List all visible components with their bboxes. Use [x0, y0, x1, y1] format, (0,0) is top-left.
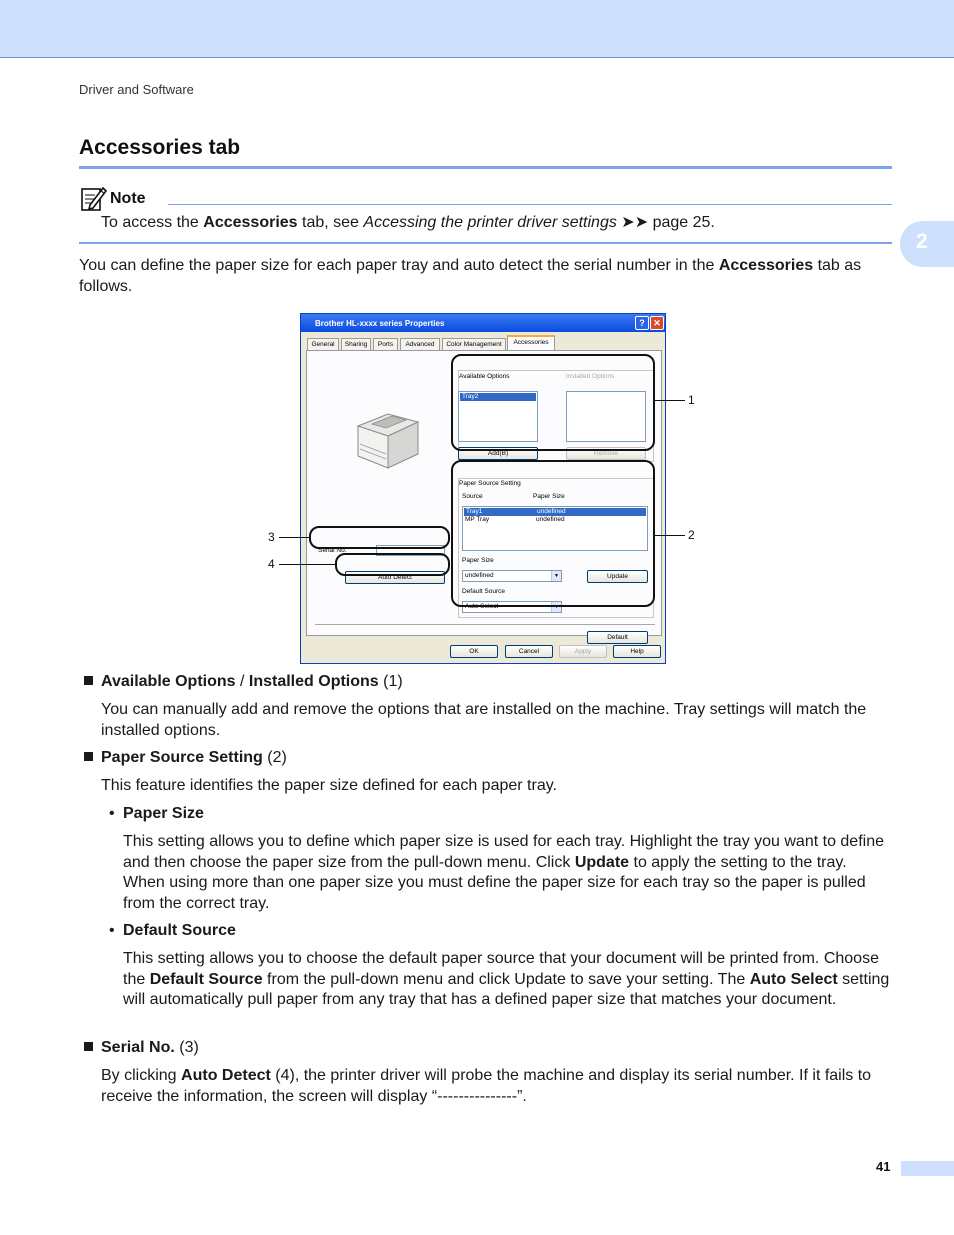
item-body-available-options: You can manually add and remove the options that are installed on the machine. Tray settings will match the installed options.: [101, 701, 867, 739]
item-heading-serial-no: Serial No. (3): [84, 1038, 892, 1059]
chapter-tab: [900, 221, 954, 267]
note-rule-bottom: [79, 242, 892, 244]
list-item: Tray2: [460, 393, 536, 401]
callout-oval-serial: [309, 526, 450, 549]
item-body-paper-source: This feature identifies the paper size defined for each paper tray.: [101, 777, 557, 794]
tab-ports: Ports: [373, 338, 398, 350]
title-rule: [79, 166, 892, 169]
paper-size-label: Paper Size: [462, 557, 494, 564]
intro-paragraph: You can define the paper size for each paper tray and auto detect the serial number in the Accessories tab as follows.: [79, 257, 862, 295]
cancel-button: Cancel: [505, 645, 553, 658]
default-source-label: Default Source: [462, 588, 505, 595]
table-row: MP Tray: [465, 516, 490, 523]
close-icon: ✕: [650, 316, 664, 330]
sub-item-body-default-source: This setting allows you to choose the default paper source that your document will be printed from. Choose the Default Source from the pull-down menu and click Update to save your setting. The Auto Select setting will automatically pull paper from any tray that has a defined paper size that matches your document.: [123, 950, 890, 1008]
ok-button: OK: [450, 645, 498, 658]
square-bullet-icon: [84, 676, 93, 685]
paper-size-select: undefined ▼: [462, 570, 562, 582]
table-cell: undefined: [536, 516, 565, 523]
auto-detect-button: Auto Detect: [345, 571, 445, 584]
callout-line: [279, 564, 335, 565]
printer-image-icon: [348, 404, 420, 472]
available-options-label: Available Options: [459, 373, 510, 380]
installed-options-label: Installed Options: [566, 373, 615, 380]
tab-sharing: Sharing: [341, 338, 371, 350]
square-bullet-icon: [84, 752, 93, 761]
chevron-down-icon: ▼: [551, 602, 561, 612]
note-rule-top: [168, 204, 892, 205]
square-bullet-icon: [84, 1042, 93, 1051]
serial-no-label: Serial No.: [318, 547, 347, 554]
callout-line: [279, 537, 309, 538]
divider: [315, 624, 655, 625]
callout-number: 1: [688, 393, 695, 407]
dialog-title: Brother HL-xxxx series Properties: [315, 319, 445, 328]
callout-oval-auto-detect: [335, 553, 450, 576]
item-heading-paper-source: Paper Source Setting (2): [84, 748, 892, 769]
callout-oval-options: [451, 354, 655, 451]
default-button: Default: [587, 631, 648, 644]
tab-advanced: Advanced: [400, 338, 440, 350]
callout-number: 4: [268, 557, 275, 571]
note-pencil-icon: [80, 184, 108, 212]
paper-source-setting-label: Paper Source Setting: [459, 480, 521, 487]
note-label: Note: [110, 190, 146, 207]
section-title: Accessories tab: [79, 136, 241, 159]
update-button: Update: [587, 570, 648, 583]
sub-item-heading-default-source: • Default Source: [109, 922, 236, 939]
apply-button: Apply: [559, 645, 607, 658]
running-head: Driver and Software: [79, 82, 194, 97]
help-button: Help: [613, 645, 661, 658]
tab-general: General: [307, 338, 339, 350]
dialog-titlebar: [301, 314, 665, 332]
paper-size-column-header: Paper Size: [533, 493, 565, 500]
sub-item-body-paper-size: This setting allows you to define which paper size is used for each tray. Highlight the tray you want to define and then choose the paper size from the pull-down menu. Click Update to apply the setting to the tray. When using more than one paper size you must define the paper size for each tray so the paper is pulled from the correct tray.: [123, 833, 884, 912]
header-band: [0, 0, 954, 58]
source-column-header: Source: [462, 493, 483, 500]
chevron-down-icon: ▼: [551, 571, 561, 581]
note-text: To access the Accessories tab, see Accessing the printer driver settings ➤➤ page 25.: [101, 214, 715, 231]
callout-oval-paper-source: [451, 460, 655, 607]
callout-line: [655, 535, 685, 536]
help-icon: ?: [635, 316, 649, 330]
page-number: 41: [876, 1159, 891, 1174]
add-button: Add(B): [458, 447, 538, 460]
chapter-number: 2: [916, 230, 928, 253]
default-source-select: Auto Select ▼: [462, 601, 562, 613]
page-number-bar: [901, 1161, 954, 1176]
item-heading-available-options: Available Options / Installed Options (1): [84, 672, 892, 693]
callout-number: 3: [268, 530, 275, 544]
callout-number: 2: [688, 528, 695, 542]
tab-accessories: Accessories: [507, 335, 555, 350]
table-row: Tray1 undefined: [464, 508, 646, 516]
tab-color-management: Color Management: [442, 338, 506, 350]
item-body-serial-no: By clicking Auto Detect (4), the printer driver will probe the machine and display its serial number. If it fails to receive the information, the screen will display “---------------”.: [101, 1067, 872, 1105]
callout-line: [655, 400, 685, 401]
remove-button: Remove: [566, 447, 646, 460]
sub-item-heading-paper-size: • Paper Size: [109, 805, 204, 822]
